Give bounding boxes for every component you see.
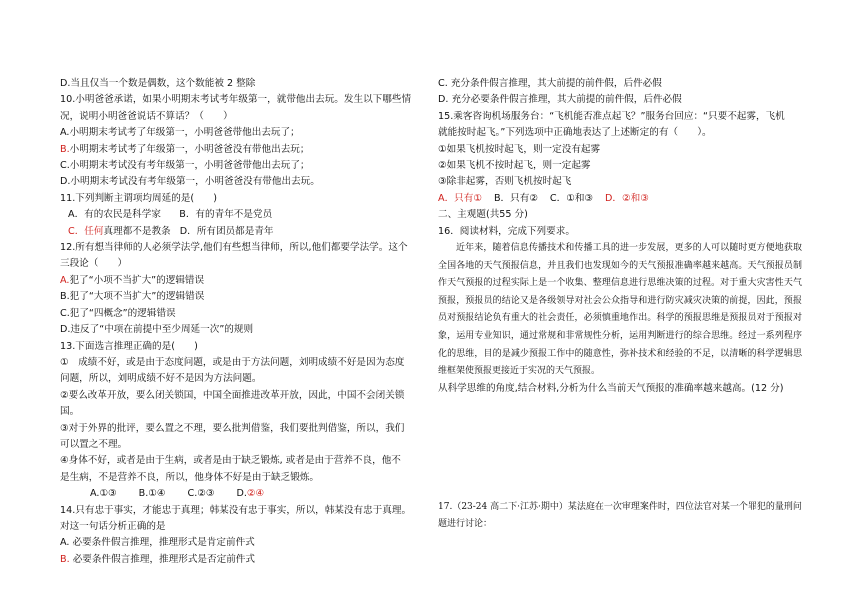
q17-stem: 17.（23-24 高二下·江苏·期中）某法庭在一次审理案件时，四位法官对某一个罪犯的量刑问题进行讨论： <box>438 502 802 529</box>
q12-option-c: C.犯了“四概念”的逻辑错误 <box>60 307 176 319</box>
q10-stem-1: 10.小明爸爸承诺，如果小明期末考试考年级第一，就带他出去玩。发生以下哪些情 <box>60 94 412 106</box>
right-column <box>438 76 802 397</box>
q12-option-b: B.犯了“大项不当扩大”的逻辑错误 <box>60 291 205 303</box>
q15-statement-1: ①如果飞机按时起飞，则一定没有起雾 <box>438 143 601 155</box>
q12-stem-1: 12.所有想当律师的人必须学法学,他们有些想当律师，所以,他们都要学法学。这个 <box>60 242 408 254</box>
answer-mark: B. <box>60 143 70 155</box>
q13-premise-4b: 是生病，不是营养不良，所以，他身体不好是由于缺乏锻炼。 <box>60 471 320 483</box>
answer-mark: ②④ <box>246 488 265 500</box>
q11-options-ab: A．有的农民是科学家 B．有的青年不是党员 <box>68 209 273 221</box>
q13-premise-1a: ① 成绩不好，或是由于态度问题，或是由于方法问题，刘明成绩不好是因为态度 <box>60 356 405 368</box>
q13-premise-4a: ④身体不好，或者是由于生病，或者是由于缺乏锻炼, 或者是由于营养不良，他不 <box>60 455 401 467</box>
q13-option-b: B.①④ <box>138 488 166 500</box>
q14-option-b: B. 必要条件假言推理，推理形式是否定前件式 <box>60 553 255 565</box>
q15-option-c: C．①和③ <box>549 192 594 204</box>
q14-stem-2: 对这一句话分析正确的是 <box>60 520 166 532</box>
q15-option-b: B．只有② <box>493 192 538 204</box>
q15-options <box>438 191 802 207</box>
q10-option-c: C.小明期末考试没有考年级第一，小明爸爸带他出去玩了； <box>60 160 310 172</box>
q13-stem: 13.下面选言推理正确的是( ) <box>60 340 198 352</box>
q13-premise-3b: 可以置之不理。 <box>60 438 128 450</box>
q16-passage: 近年来，随着信息传播技术和传播工具的进一步发展，更多的人可以随时更方便地获取全国各地的天气预报信息，并且我们也发现如今的天气预报准确率越来越高。天气预报员制作天气预报的过程实际上是一个收集、整理信息进行思维决策的过程。对于重大灾害性天气预报，预报员的结论又是各级领导对社会公众指导和进行防灾减灾决策的前提，因此，预报员对预报结论负有重大的社会责任，必须慎重地作出。科学的预报思维是预报员对于预报对象，运用专业知识，通过常规和非常规性分析，运用判断进行的综合思维。经过一系列程序化的思维，目的是减少预报工作中的随意性，弥补技术和经验的不足，以清晰的科学逻辑思维框架使预报更接近于实况的天气预报。 <box>438 243 802 377</box>
q12-option-d: D.违反了“中项在前提中至少周延一次”的规则 <box>60 324 254 336</box>
q10-option-d: D.小明期末考试没有考年级第一，小明爸爸没有带他出去玩。 <box>60 176 320 188</box>
answer-mark: C．任何 <box>68 225 104 237</box>
q13-premise-2b: 国。 <box>60 406 80 418</box>
q15-option-d: D．②和③ <box>605 192 649 204</box>
q14-stem-1: 14.只有忠于事实，才能忠于真理；韩某没有忠于事实，所以，韩某没有忠于真理。 <box>60 504 412 516</box>
q15-option-a: A．只有① <box>438 192 482 204</box>
q15-stem-2: 就能按时起飞。”下列选项中正确地表达了上述断定的有（ ）。 <box>438 127 712 139</box>
q16-stem: 16．阅读材料，完成下列要求。 <box>438 225 575 237</box>
q12-stem-2: 三段论（ ） <box>60 258 128 270</box>
q13-premise-3a: ③对于外界的批评，要么置之不理，要么批判借鉴，我们要批判借鉴，所以，我们 <box>60 422 405 434</box>
q13-option-c: C.②③ <box>187 488 215 500</box>
q14-option-a: A. 必要条件假言推理，推理形式是肯定前件式 <box>60 537 255 549</box>
q13-option-d: D.②④ <box>236 488 265 500</box>
q16-question: 从科学思维的角度,结合材料,分析为什么当前天气预报的准确率越来越高。(12 分) <box>438 382 784 394</box>
q13-premise-2a: ②要么改革开放，要么闭关锁国，中国全面推进改革开放，因此，中国不会闭关锁 <box>60 389 405 401</box>
answer-mark: B. <box>60 553 70 565</box>
q10-option-a: A.小明期末考试考了年级第一，小明爸爸带他出去玩了； <box>60 127 300 139</box>
q14-option-d: D. 充分必要条件假言推理，其大前提的前件假，后件必假 <box>438 94 682 106</box>
section-heading: 二、主观题(共55 分) <box>438 209 528 221</box>
q11-options-cd: C．任何真理都不是教条 D．所有团员都是青年 <box>68 225 274 237</box>
q9-option-d: D.当且仅当一个数是偶数，这个数能被 2 整除 <box>60 78 256 89</box>
q15-statement-3: ③除非起雾，否则飞机按时起飞 <box>438 176 572 188</box>
q10-stem-2: 况，说明小明爸爸说话不算话？（ ） <box>60 110 233 122</box>
q12-option-a: A.犯了“小项不当扩大”的逻辑错误 <box>60 274 205 286</box>
q13-premise-1b: 问题，所以，刘明成绩不好不是因为方法问题。 <box>60 373 262 385</box>
q15-stem-1: 15.乘客咨询机场服务台：“飞机能否准点起飞？”服务台回应：“只要不起雾，飞机 <box>438 110 785 122</box>
answer-mark: A. <box>60 274 70 286</box>
q14-option-c: C. 充分条件假言推理，其大前提的前件假，后件必假 <box>438 78 662 89</box>
q10-option-b: B.小明期末考试考了年级第一，小明爸爸没有带他出去玩； <box>60 143 310 155</box>
q13-options <box>60 486 398 502</box>
q13-option-a: A.①③ <box>90 488 117 500</box>
left-column <box>60 76 412 568</box>
q15-statement-2: ②如果飞机不按时起飞，则一定起雾 <box>438 160 591 172</box>
q11-stem: 11.下列判断主谓项均周延的是( ) <box>60 192 218 204</box>
